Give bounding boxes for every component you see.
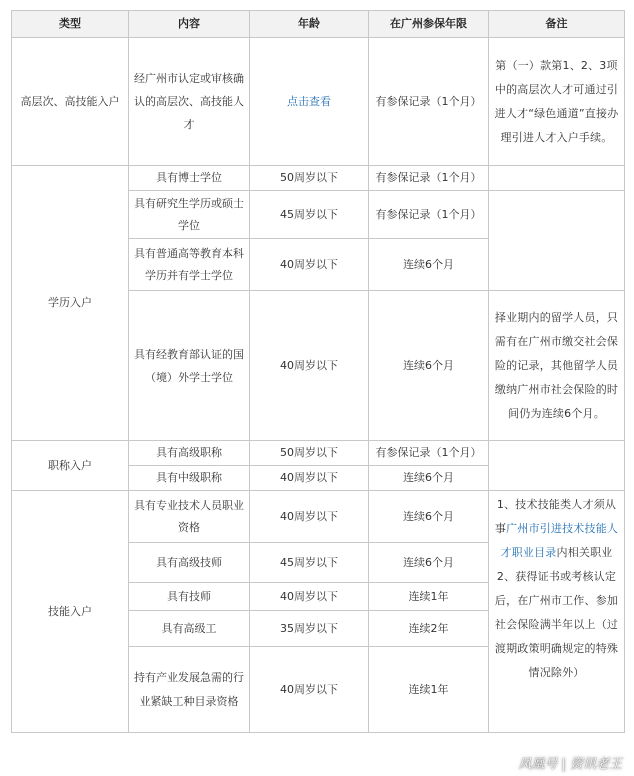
- years-cell: 连续1年: [369, 583, 489, 611]
- note-cell: 择业期内的留学人员，只需有在广州市缴交社会保险的记录，其他留学人员缴纳广州市社会保险的时间仍为连续6个月。: [489, 291, 625, 441]
- note-cell: 第（一）款第1、2、3项中的高层次人才可通过引进人才“绿色通道”直接办理引进人才入户手续。: [489, 38, 625, 166]
- content-cell: 具有高级工: [129, 611, 250, 647]
- watermark: 凤凰号 | 资讯老王: [518, 757, 622, 772]
- age-cell: 40周岁以下: [250, 291, 369, 441]
- years-cell: 连续2年: [369, 611, 489, 647]
- years-cell: 有参保记录（1个月）: [369, 38, 489, 166]
- occupation-catalog-link[interactable]: 广州市引进技术技能人才职业目录: [500, 522, 619, 559]
- years-cell: 有参保记录（1个月）: [369, 166, 489, 191]
- view-link[interactable]: 点击查看: [250, 38, 369, 166]
- content-cell: 具有高级技师: [129, 543, 250, 583]
- type-cell: 学历入户: [12, 166, 129, 441]
- age-cell: 40周岁以下: [250, 583, 369, 611]
- policy-table-container: [11, 10, 624, 733]
- note-text: 内相关职业: [556, 546, 613, 559]
- years-cell: 连续6个月: [369, 291, 489, 441]
- type-cell: 职称入户: [12, 441, 129, 491]
- note-cell-empty: [489, 441, 625, 491]
- years-cell: 连续6个月: [369, 491, 489, 543]
- note-text: 2、获得证书或考核认定后，在广州市工作、参加社会保险满半年以上（过渡期政策明确规定的特殊情况除外）: [494, 570, 619, 679]
- table-row: [12, 166, 625, 191]
- content-cell: 具有经教育部认证的国（境）外学士学位: [129, 291, 250, 441]
- policy-table: [11, 10, 625, 733]
- note-text: 1、技术技能类人才须从事: [494, 498, 617, 535]
- years-cell: 连续6个月: [369, 543, 489, 583]
- age-cell: 35周岁以下: [250, 611, 369, 647]
- age-cell: 40周岁以下: [250, 491, 369, 543]
- table-row: [12, 38, 625, 166]
- years-cell: 连续6个月: [369, 466, 489, 491]
- content-cell: 具有技师: [129, 583, 250, 611]
- content-cell: 具有普通高等教育本科学历并有学士学位: [129, 239, 250, 291]
- age-cell: 40周岁以下: [250, 466, 369, 491]
- note-cell: [489, 491, 625, 733]
- header-age: 年龄: [250, 11, 369, 38]
- content-cell: 经广州市认定或审核确认的高层次、高技能人才: [129, 38, 250, 166]
- header-note: 备注: [489, 11, 625, 38]
- content-cell: 具有专业技术人员职业资格: [129, 491, 250, 543]
- note-cell-empty: [489, 166, 625, 191]
- age-cell: 50周岁以下: [250, 166, 369, 191]
- years-cell: 连续6个月: [369, 239, 489, 291]
- age-cell: 40周岁以下: [250, 239, 369, 291]
- header-type: 类型: [12, 11, 129, 38]
- type-cell: 技能入户: [12, 491, 129, 733]
- table-header-row: [12, 11, 625, 38]
- content-cell: 具有中级职称: [129, 466, 250, 491]
- content-cell: 具有高级职称: [129, 441, 250, 466]
- note-cell-empty: [489, 191, 625, 291]
- age-cell: 45周岁以下: [250, 191, 369, 239]
- type-cell: 高层次、高技能入户: [12, 38, 129, 166]
- years-cell: 连续1年: [369, 647, 489, 733]
- header-years: 在广州参保年限: [369, 11, 489, 38]
- age-cell: 45周岁以下: [250, 543, 369, 583]
- age-cell: 40周岁以下: [250, 647, 369, 733]
- years-cell: 有参保记录（1个月）: [369, 191, 489, 239]
- content-cell: 具有博士学位: [129, 166, 250, 191]
- header-content: 内容: [129, 11, 250, 38]
- content-cell: 具有研究生学历或硕士学位: [129, 191, 250, 239]
- table-row: [12, 491, 625, 543]
- years-cell: 有参保记录（1个月）: [369, 441, 489, 466]
- table-row: [12, 441, 625, 466]
- content-cell: 持有产业发展急需的行业紧缺工种目录资格: [129, 647, 250, 733]
- age-cell: 50周岁以下: [250, 441, 369, 466]
